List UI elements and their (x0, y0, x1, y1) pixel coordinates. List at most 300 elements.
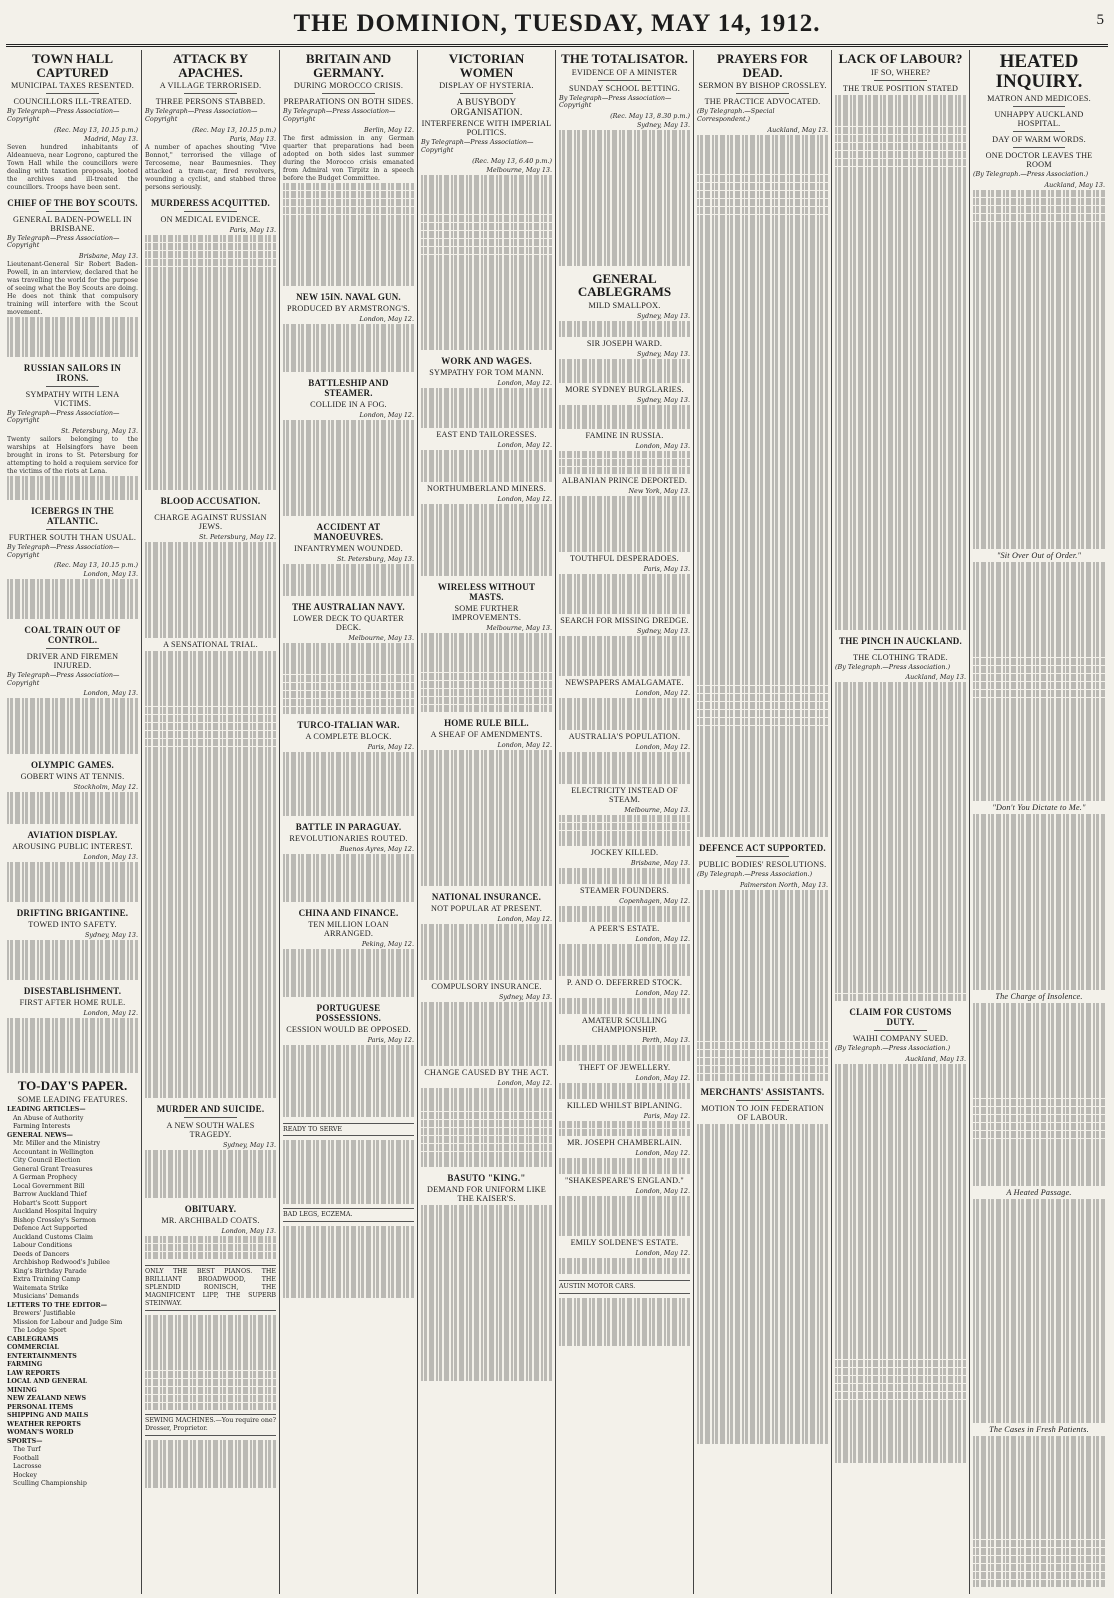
subhead: JOCKEY KILLED. (590, 848, 659, 858)
dateline: Auckland, May 13. (905, 673, 966, 682)
divider (736, 1100, 788, 1101)
text-block (421, 750, 552, 886)
contents-item: General Grant Treasures (13, 1165, 93, 1173)
dateline: St. Petersburg, May 13. (336, 554, 414, 563)
dateline: Peking, May 12. (361, 940, 414, 948)
subhead: MOTION TO JOIN FEDERATION OF LABOUR. (701, 1104, 824, 1123)
contents-item: Lacrosse (13, 1463, 42, 1471)
subhead: UNHAPPY AUCKLAND HOSPITAL. (994, 109, 1084, 128)
dateline: Sydney, May 13. (637, 627, 690, 636)
column-1 (4, 50, 142, 1594)
headline: THE TOTALISATOR. (561, 51, 688, 66)
dateline: London, May 12. (635, 988, 690, 997)
subhead: STEAMER FOUNDERS. (580, 886, 669, 896)
subhead: CHARGE AGAINST RUSSIAN JEWS. (154, 512, 267, 531)
text-block (283, 183, 414, 287)
contents-item: NEW ZEALAND NEWS (7, 1395, 86, 1403)
subhead: CESSION WOULD BE OPPOSED. (286, 1024, 411, 1034)
contents-item: WEATHER REPORTS (7, 1420, 81, 1428)
contents-item: King's Birthday Parade (13, 1267, 87, 1275)
contents-item: The Lodge Sport (13, 1327, 67, 1335)
divider (322, 93, 374, 94)
dateline: Paris, May 12. (367, 1035, 414, 1044)
contents-item: ENTERTAINMENTS (7, 1352, 77, 1360)
subhead: A BUSYBODY ORGANISATION. (450, 97, 523, 118)
subhead: DAY OF WARM WORDS. (992, 134, 1086, 144)
byline: By Telegraph—Press Association—Copyright (7, 408, 120, 425)
story-olympic (7, 760, 138, 824)
subhead: TOWED INTO SAFETY. (28, 919, 117, 929)
headline: HOME RULE BILL. (444, 718, 529, 729)
story-paraguay (283, 822, 414, 902)
story-disestablishment (7, 986, 138, 1074)
divider (598, 80, 650, 81)
divider (46, 386, 98, 387)
column-6 (694, 50, 832, 1594)
story-body: A number of apaches shouting "Vive Bonnot," terrorised the village of Tercoseme, near Baumesnies. They attacked a tram-car, fired revolvers, wounding a cyclist, and stabbed three persons seriously. (145, 143, 276, 191)
text-block (7, 940, 138, 980)
byline: (By Telegraph.—Press Association.) (697, 870, 813, 879)
dateline: Auckland, May 13. (905, 1055, 966, 1064)
dateline: London, May 12. (497, 379, 552, 388)
text-block (697, 1124, 828, 1443)
page-number: 5 (1096, 12, 1104, 28)
text-block (283, 1045, 414, 1117)
contents-item: GENERAL NEWS— (7, 1131, 73, 1139)
subhead: EVIDENCE OF A MINISTER (571, 67, 678, 77)
dateline: New York, May 13. (628, 487, 690, 496)
subhead: SEARCH FOR MISSING DREDGE. (560, 616, 689, 626)
story-totalisator (559, 52, 690, 266)
received-line: (Rec. May 13, 6.40 p.m.) (472, 156, 552, 165)
masthead-rule (6, 44, 1108, 47)
text-block (421, 1088, 552, 1168)
dateline: Paris, May 13. (229, 134, 276, 143)
subhead: MATRON AND MEDICOES. (987, 93, 1091, 103)
text-block (559, 1121, 690, 1137)
advertisement-austin-motor-cars: AUSTIN MOTOR CARS. (559, 1280, 690, 1294)
subhead: SOME LEADING FEATURES. (17, 1095, 128, 1105)
subhead: FAMINE IN RUSSIA. (585, 430, 664, 440)
column-4 (418, 50, 556, 1594)
subhead: AUSTRALIA'S POPULATION. (568, 731, 681, 741)
subhead: MUNICIPAL TAXES RESENTED. (11, 81, 134, 91)
contents-item: A German Prophecy (13, 1174, 78, 1182)
divider (184, 211, 236, 212)
story-aviation (7, 830, 138, 902)
story-merchants-assistants (697, 1087, 828, 1443)
story-heated-inquiry (973, 52, 1105, 1587)
text-block (421, 175, 552, 351)
headline: CLAIM FOR CUSTOMS DUTY. (849, 1007, 952, 1028)
dateline: Stockholm, May 12. (73, 783, 138, 792)
subhead: DURING MOROCCO CRISIS. (293, 81, 404, 91)
subhead: NEWSPAPERS AMALGAMATE. (565, 677, 684, 687)
story-china-finance (283, 908, 414, 997)
text-block (145, 542, 276, 638)
subhead: THE PRACTICE ADVOCATED. (704, 97, 821, 107)
subhead: A SENSATIONAL TRIAL. (163, 639, 258, 649)
headline: NEW 15IN. NAVAL GUN. (296, 292, 401, 303)
headline: MURDERESS ACQUITTED. (150, 197, 271, 208)
contents-item: SPORTS— (7, 1437, 43, 1445)
headline: GENERAL CABLEGRAMS (577, 270, 672, 300)
subhead: COUNCILLORS ILL-TREATED. (13, 97, 132, 107)
contents-item: Defence Act Supported (13, 1225, 88, 1233)
headline: BASUTO "KING." (447, 1173, 526, 1184)
dateline: Melbourne, May 13. (624, 805, 690, 814)
text-block (559, 1083, 690, 1099)
subhead: THE CLOTHING TRADE. (853, 652, 948, 662)
subhead: SOME FURTHER IMPROVEMENTS. (451, 603, 522, 622)
headline: PORTUGUESE POSSESSIONS. (315, 1002, 382, 1023)
text-block (283, 752, 414, 816)
headline: BLOOD ACCUSATION. (160, 495, 261, 506)
subhead: PRODUCED BY ARMSTRONG'S. (286, 304, 411, 314)
contents-item: Football (13, 1454, 39, 1462)
story-australian-navy (283, 602, 414, 715)
advertisement-ready-to-serve: READY TO SERVE (283, 1123, 414, 1137)
byline: By Telegraph—Press Association—Copyright (7, 107, 120, 123)
dateline: Melbourne, May 13. (486, 165, 552, 174)
dateline: London, May 12. (497, 441, 552, 450)
headline: MURDER AND SUICIDE. (156, 1103, 265, 1114)
text-block (421, 450, 552, 482)
headline: PRAYERS FOR DEAD. (717, 51, 808, 80)
contents-item: FARMING (7, 1361, 43, 1369)
newspaper-title: THE DOMINION, TUESDAY, MAY 14, 1912. (293, 10, 821, 37)
headline: WIRELESS WITHOUT MASTS. (437, 581, 536, 602)
text-block (559, 1258, 690, 1274)
contents-item: Extra Training Camp (13, 1276, 81, 1284)
dateline: Sydney, May 13. (637, 311, 690, 320)
subhead: THE TRUE POSITION STATED (842, 83, 959, 93)
dateline: London, May 12. (635, 742, 690, 751)
contents-item: LOCAL AND GENERAL (7, 1378, 88, 1386)
contents-item: Farming Interests (13, 1123, 71, 1131)
text-block (421, 1002, 552, 1066)
contents-item: LETTERS TO THE EDITOR— (7, 1301, 108, 1309)
subhead: EAST END TAILORESSES. (436, 430, 537, 440)
text-block (559, 359, 690, 383)
story-body: Seven hundred inhabitants of Aldeanueva, near Logrono, captured the Town Hall while the councillors were dealing with taxation proposals, looted the archives and ill-treated the councillors. Troops have been sent. (7, 143, 138, 191)
text-block (559, 130, 690, 266)
text-block (559, 906, 690, 922)
dateline: St. Petersburg, May 12. (198, 532, 276, 541)
dateline: Auckland, May 13. (767, 125, 828, 134)
subhead: MR. ARCHIBALD COATS. (161, 1215, 260, 1225)
text-block (559, 698, 690, 730)
subhead: FURTHER SOUTH THAN USUAL. (8, 532, 137, 542)
divider (46, 529, 98, 530)
text-block (559, 451, 690, 475)
contents-item: Bishop Crossley's Sermon (13, 1216, 96, 1224)
subhead: DEMAND FOR UNIFORM LIKE THE KAISER'S. (426, 1185, 546, 1204)
subhead: NOT POPULAR AT PRESENT. (430, 904, 543, 914)
text-block (7, 579, 138, 619)
dateline: Sydney, May 13. (637, 349, 690, 358)
subhead: THEFT OF JEWELLERY. (578, 1062, 671, 1072)
text-block (559, 636, 690, 676)
story-murder-suicide (145, 1104, 276, 1198)
text-block (973, 190, 1105, 549)
todays-paper (7, 1079, 138, 1488)
dateline: London, May 12. (359, 315, 414, 324)
text-block (697, 890, 828, 1082)
text-block (283, 949, 414, 997)
advertisement-pianos: ONLY THE BEST PIANOS. THE BRILLIANT BROADWOOD, THE SPLENDID RONISCH, THE MAGNIFICENT LIPP, THE SUPERB STEINWAY. (145, 1265, 276, 1310)
subhead: A PEER'S ESTATE. (589, 924, 660, 934)
headline: HEATED INQUIRY. (995, 51, 1083, 92)
contents-item: Waitemata Strike (13, 1284, 69, 1292)
byline: By Telegraph—Press Association—Copyright (7, 233, 120, 250)
contents-item: Archbishop Redwood's Jubilee (13, 1259, 110, 1267)
text-block (559, 405, 690, 429)
contents-item: Auckland Customs Claim (13, 1233, 94, 1241)
headline: TURCO-ITALIAN WAR. (297, 720, 400, 731)
dateline: London, May 13. (83, 853, 138, 862)
dateline: Palmerston North, May 13. (739, 880, 828, 889)
dateline: Sydney, May 13. (499, 992, 552, 1001)
subhead: A NEW SOUTH WALES TRAGEDY. (166, 1120, 255, 1139)
dateline: Paris, May 12. (367, 743, 414, 752)
text-block (559, 815, 690, 847)
story-lack-of-labour (835, 52, 966, 630)
text-block (283, 854, 414, 902)
dateline: London, May 12. (635, 1249, 690, 1258)
story-battleship (283, 378, 414, 516)
contents-item: Auckland Hospital Inquiry (13, 1208, 97, 1216)
text-block (973, 1003, 1105, 1187)
subhead: SERMON BY BISHOP CROSSLEY. (698, 81, 827, 91)
text-block (145, 1315, 276, 1411)
story-work-wages (421, 356, 552, 575)
text-block (7, 698, 138, 754)
headline: TOWN HALL CAPTURED (31, 51, 114, 80)
contents-item: MINING (7, 1386, 37, 1394)
dateline: Buenos Ayres, May 12. (339, 845, 414, 854)
text-block (145, 1150, 276, 1198)
dateline: Sydney, May 13. (85, 930, 138, 939)
story-portuguese (283, 1003, 414, 1117)
headline: THE PINCH IN AUCKLAND. (839, 635, 962, 646)
story-defence-act (697, 843, 828, 1081)
contents-item: Brewers' Justifiable (13, 1310, 76, 1318)
text-block (697, 135, 828, 838)
subhead: MORE SYDNEY BURGLARIES. (565, 384, 684, 394)
text-block (421, 924, 552, 980)
text-block (145, 1440, 276, 1488)
divider (460, 93, 512, 94)
story-general-cablegrams (559, 272, 690, 1274)
dateline: London, May 12. (635, 935, 690, 944)
headline: RUSSIAN SAILORS IN IRONS. (23, 362, 122, 383)
subhead: The Charge of Insolence. (995, 991, 1083, 1001)
subhead: The Cases in Fresh Patients. (989, 1424, 1089, 1434)
text-block (973, 1199, 1105, 1422)
story-victorian-women (421, 52, 552, 350)
subhead: TEN MILLION LOAN ARRANGED. (308, 920, 389, 938)
story-wireless (421, 582, 552, 713)
contents-item: CABLEGRAMS (7, 1335, 59, 1343)
text-block (283, 1140, 414, 1204)
subhead: EMILY SOLDENE'S ESTATE. (570, 1238, 679, 1248)
story-murderess (145, 198, 276, 490)
dateline: Paris, May 12. (643, 1111, 690, 1120)
text-block (145, 235, 276, 490)
dateline: London, May 13. (83, 570, 138, 579)
dateline: Perth, May 13. (642, 1035, 690, 1044)
dateline: London, May 12. (83, 1008, 138, 1017)
story-brigantine (7, 908, 138, 980)
subhead: SUNDAY SCHOOL BETTING. (568, 83, 681, 93)
divider (874, 80, 926, 81)
received-line: (Rec. May 13, 10.15 p.m.) (54, 561, 138, 570)
story-britain-germany (283, 52, 414, 286)
text-block (421, 388, 552, 428)
subhead: NORTHUMBERLAND MINERS. (427, 483, 546, 493)
subhead: SYMPATHY WITH LENA VICTIMS. (25, 389, 120, 408)
subhead: CHANGE CAUSED BY THE ACT. (424, 1067, 549, 1077)
dateline: London, May 12. (635, 1073, 690, 1082)
headline: DISESTABLISHMENT. (23, 985, 122, 996)
headline: DEFENCE ACT SUPPORTED. (699, 843, 826, 854)
advertisement-bad-legs: BAD LEGS, ECZEMA. (283, 1208, 414, 1222)
contents-item: PERSONAL ITEMS (7, 1403, 74, 1411)
story-naval-gun (283, 292, 414, 372)
contents-item: Accountant in Wellington (13, 1148, 94, 1156)
masthead (0, 0, 1114, 46)
dateline: London, May 13. (635, 441, 690, 450)
story-body: The first admission in any German quarter that preparations had been adopted on both sides last summer during the Morocco crisis emanated from Admiral von Tirpitz in a speech before the Budget Committee. (283, 134, 414, 182)
subhead: COMPULSORY INSURANCE. (431, 981, 542, 991)
dateline: London, May 12. (359, 411, 414, 420)
divider (874, 649, 926, 650)
divider (736, 93, 788, 94)
headline: LACK OF LABOUR? (838, 51, 963, 66)
dateline: Sydney, May 13. (637, 395, 690, 404)
subhead: IF SO, WHERE? (870, 67, 931, 77)
received-line: (Rec. May 13, 10.15 p.m.) (54, 125, 138, 134)
columns (4, 50, 1110, 1594)
byline: (By Telegraph.—Press Association.) (835, 1044, 951, 1053)
subhead: "SHAKESPEARE'S ENGLAND." (565, 1176, 684, 1186)
subhead: LOWER DECK TO QUARTER DECK. (293, 613, 404, 632)
story-turco-italian (283, 720, 414, 816)
divider (46, 211, 98, 212)
story-manoeuvres (283, 522, 414, 596)
text-block (145, 651, 276, 1098)
advertisement-sewing: SEWING MACHINES.—You require one? Dresser, Proprietor. (145, 1414, 276, 1436)
subhead: A SHEAF OF AMENDMENTS. (430, 730, 543, 740)
subhead: "Don't You Dictate to Me." (992, 803, 1086, 813)
divider (874, 1030, 926, 1031)
subhead: AROUSING PUBLIC INTEREST. (12, 842, 133, 852)
text-block (559, 1045, 690, 1061)
subhead: A VILLAGE TERRORISED. (159, 81, 262, 91)
subhead: SIR JOSEPH WARD. (586, 338, 663, 348)
subhead: INTERFERENCE WITH IMPERIAL POLITICS. (421, 119, 552, 138)
story-coal-train (7, 625, 138, 754)
headline: AVIATION DISPLAY. (27, 830, 118, 841)
divider (184, 509, 236, 510)
byline: By Telegraph—Press Association—Copyright (7, 671, 120, 687)
headline: VICTORIAN WOMEN (448, 51, 525, 80)
subhead: SYMPATHY FOR TOM MANN. (429, 368, 544, 378)
dateline: London, May 12. (497, 915, 552, 924)
contents-item: WOMAN'S WORLD (7, 1429, 74, 1437)
contents-item: Hockey (13, 1471, 37, 1479)
story-obituary (145, 1204, 276, 1260)
received-line: (Rec. May 13, 8.30 p.m.) (610, 112, 690, 121)
story-pinch-auckland (835, 636, 966, 1002)
byline: By Telegraph—Press Association—Copyright (7, 542, 120, 559)
dateline: London, May 13. (221, 1226, 276, 1235)
headline: COAL TRAIN OUT OF CONTROL. (24, 625, 121, 646)
text-block (559, 496, 690, 552)
subhead: MILD SMALLPOX. (588, 300, 661, 310)
subhead: KILLED WHILST BIPLANING. (566, 1100, 683, 1110)
headline: DRIFTING BRIGANTINE. (16, 907, 129, 918)
contents-item: Mr. Miller and the Ministry (13, 1140, 101, 1148)
text-block (973, 562, 1105, 801)
dateline: Brisbane, May 13. (630, 859, 690, 868)
dateline: Paris, May 13. (229, 225, 276, 234)
subhead: MR. JOSEPH CHAMBERLAIN. (567, 1138, 682, 1148)
byline: By Telegraph—Press Association—Copyright (145, 107, 258, 123)
divider (1013, 106, 1066, 107)
story-russian-sailors (7, 363, 138, 500)
subhead: REVOLUTIONARIES ROUTED. (289, 834, 408, 844)
text-block (7, 792, 138, 824)
text-block (7, 862, 138, 902)
subhead: INFANTRYMEN WOUNDED. (294, 543, 403, 553)
received-line: (Rec. May 13, 10.15 p.m.) (192, 125, 276, 134)
subhead: GOBERT WINS AT TENNIS. (20, 772, 125, 782)
subhead: GENERAL BADEN-POWELL IN BRISBANE. (12, 214, 133, 233)
subhead: A Heated Passage. (1006, 1188, 1072, 1198)
text-block (421, 633, 552, 713)
contents-item: SHIPPING AND MAILS (7, 1412, 89, 1420)
subhead: "Sit Over Out of Order." (996, 550, 1082, 560)
text-block (283, 643, 414, 715)
story-national-insurance (421, 892, 552, 1167)
text-block (559, 574, 690, 614)
headline: ICEBERGS IN THE ATLANTIC. (31, 505, 114, 526)
subhead: ELECTRICITY INSTEAD OF STEAM. (571, 785, 678, 804)
byline: By Telegraph—Press Association—Copyright (421, 138, 534, 154)
text-block (283, 564, 414, 596)
divider (1013, 147, 1066, 148)
dateline: London, May 12. (497, 741, 552, 750)
contents-item: LAW REPORTS (7, 1369, 60, 1377)
dateline: Sydney, May 13. (637, 121, 690, 130)
story-apaches (145, 52, 276, 192)
contents-list (7, 1106, 138, 1489)
dateline: Madrid, May 13. (84, 134, 138, 143)
divider (184, 1117, 236, 1118)
contents-item: Musicians' Demands (13, 1293, 79, 1301)
text-block (559, 752, 690, 784)
headline: TO-DAY'S PAPER. (17, 1078, 128, 1094)
dateline: Berlin, May 12. (364, 125, 414, 134)
dateline: London, May 12. (635, 1149, 690, 1158)
story-body: Twenty sailors belonging to the warships at Helsingfors have been brought in irons to St. Petersburg for attempting to hold a requiem service for the victims of the riots at Lena. (7, 436, 138, 475)
headline: CHINA AND FINANCE. (298, 908, 399, 918)
text-block (559, 998, 690, 1014)
text-block (283, 324, 414, 372)
column-3 (280, 50, 418, 1594)
